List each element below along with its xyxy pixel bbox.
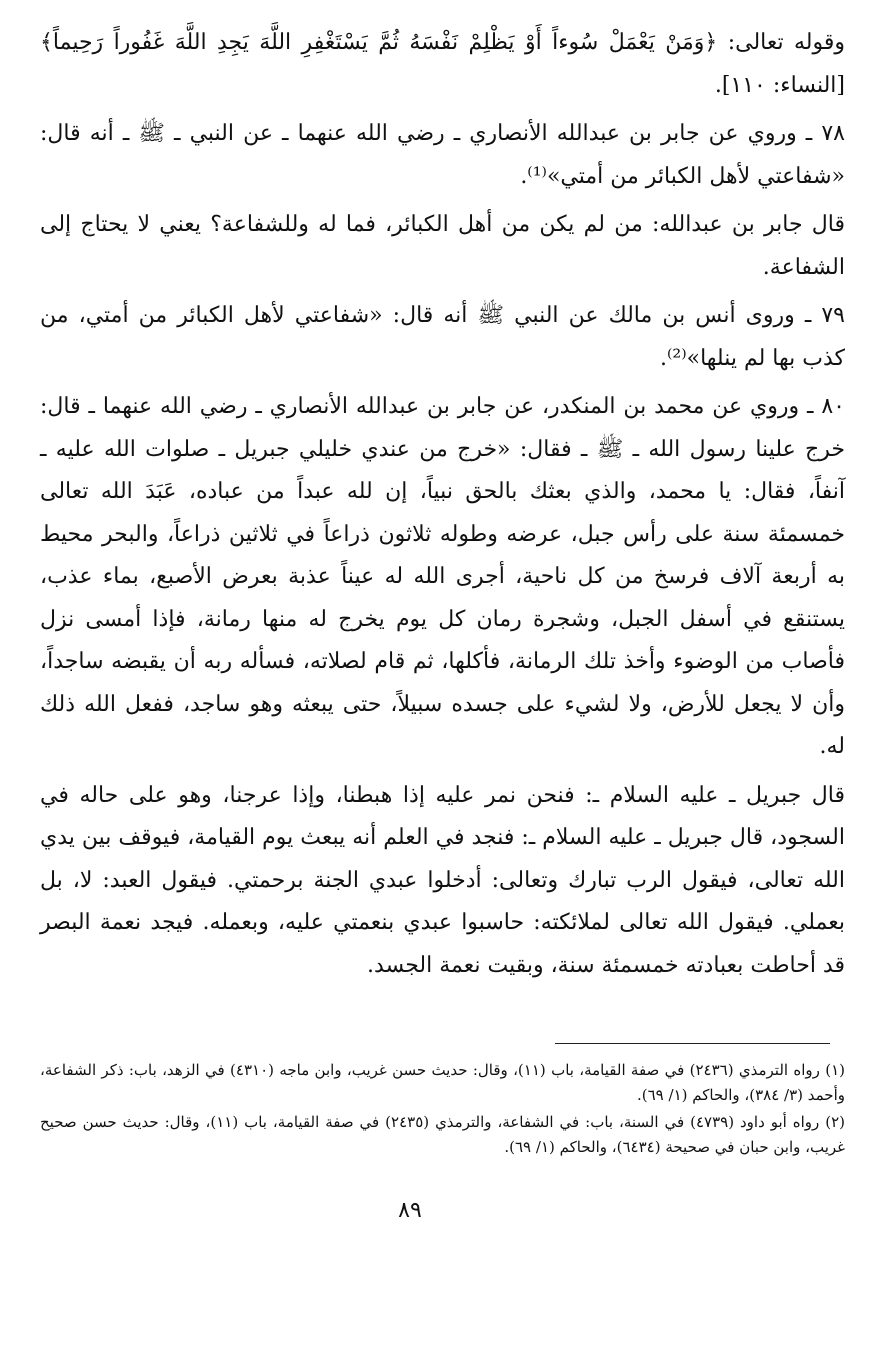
page-number: ٨٩ (398, 1198, 422, 1223)
hadith-79-paragraph: ٧٩ ـ وروى أنس بن مالك عن النبي ﷺ أنه قال: «شفاعتي لأهل الكبائر من أمتي، من كذب بها لم ينلها»⁽²⁾. (40, 303, 845, 371)
footnote-2: (٢) رواه أبو داود (٤٧٣٩) في السنة، باب: في الشفاعة، والترمذي (٢٤٣٥) في صفة القيامة، باب (١١)، وقال: حديث حسن صحيح غريب، وابن حبان في صحيحة (٦٤٣٤)، والحاكم (١/ ٦٩). (40, 1113, 846, 1156)
jabir-comment-paragraph: قال جابر بن عبدالله: من لم يكن من أهل الكبائر، فما له وللشفاعة؟ يعني لا يحتاج إلى الشفاعة. (40, 212, 845, 280)
hadith-78-paragraph: ٧٨ ـ وروي عن جابر بن عبدالله الأنصاري ـ رضي الله عنهما ـ عن النبي ـ ﷺ ـ أنه قال: «شفاعتي لأهل الكبائر من أمتي»⁽¹⁾. (40, 121, 845, 189)
footnote-divider (555, 1043, 830, 1044)
hadith-80-paragraph: ٨٠ ـ وروي عن محمد بن المنكدر، عن جابر بن عبدالله الأنصاري ـ رضي الله عنهما ـ قال: خرج علينا رسول الله ـ ﷺ ـ فقال: «خرج من عندي خليلي جبريل ـ صلوات الله عليه ـ آنفاً، فقال: يا محمد، والذي بعثك بالحق نبياً، إن لله عبداً من عباده، عَبَدَ الله تعالى خمسمئة سنة على رأس جبل، عرضه وطوله ثلاثون ذراعاً في ثلاثين ذراعاً، والبحر محيط به أربعة آلاف فرسخ من كل ناحية، أجرى الله له عيناً عذبة بعرض الأصبع، بماء عذب، يستنقع في أسفل الجبل، وشجرة رمان كل يوم يخرج له منها رمانة، فإذا أمسى نزل فأصاب من الوضوء وأخذ تلك الرمانة، فأكلها، ثم قام لصلاته، فسأله ربه أن يقبضه ساجداً، وأن لا يجعل للأرض، ولا لشيء على جسده سبيلاً، حتى يبعثه وهو ساجد، ففعل الله ذلك له. (40, 394, 845, 759)
page-body (40, 22, 845, 993)
footnote-1: (١) رواه الترمذي (٢٤٣٦) في صفة القيامة، باب (١١)، وقال: حديث حسن غريب، وابن ماجه (٤٣١٠) في الزهد، باب: ذكر الشفاعة، وأحمد (٣/ ٣٨٤)، والحاكم (١/ ٦٩). (40, 1061, 845, 1104)
jibril-narration-paragraph: قال جبريل ـ عليه السلام ـ: فنحن نمر عليه إذا هبطنا، وإذا عرجنا، وهو على حاله في السجود، قال جبريل ـ عليه السلام ـ: فنجد في العلم أنه يبعث يوم القيامة، فيوقف بين يدي الله تعالى، فيقول الرب تبارك وتعالى: أدخلوا عبدي الجنة برحمتي. فيقول العبد: لا، بل بعملي. فيقول الله تعالى لملائكته: حاسبوا عبدي بنعمتي عليه، وبعمله. فيجد نعمة البصر قد أحاطت بعبادته خمسمئة سنة، وبقيت نعمة الجسد. (40, 782, 845, 978)
quran-verse-paragraph: وقوله تعالى: ﴿وَمَنْ يَعْمَلْ سُوءاً أَوْ يَظْلِمْ نَفْسَهُ ثُمَّ يَسْتَغْفِرِ اللَّهَ يَجِدِ اللَّهَ غَفُوراً رَحِيماً﴾ [النساء: ١١٠]. (40, 30, 845, 98)
footnotes (40, 1058, 845, 1162)
